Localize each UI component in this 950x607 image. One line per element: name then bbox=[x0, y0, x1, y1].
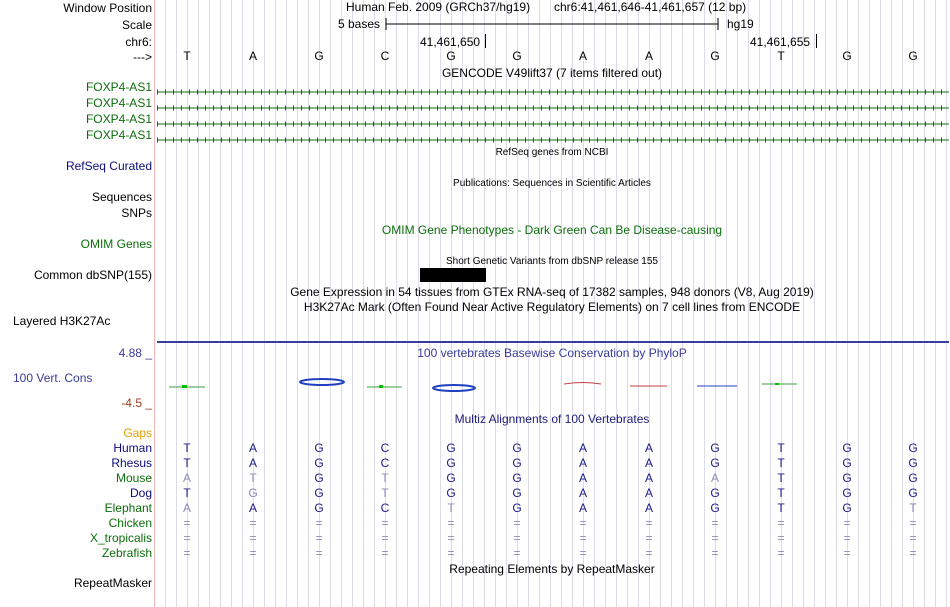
alignment-base: = bbox=[381, 546, 389, 560]
alignment-base: = bbox=[711, 531, 719, 545]
alignment-base: C bbox=[380, 456, 390, 470]
position-text: chr6:41,461,646-41,461,657 (12 bp) bbox=[554, 0, 747, 14]
alignment-base: = bbox=[513, 516, 521, 530]
alignment-base: = bbox=[909, 516, 917, 530]
alignment-base: G bbox=[512, 456, 522, 470]
label-separator bbox=[154, 0, 155, 607]
alignment-base: T bbox=[909, 501, 917, 515]
conservation-wiggle bbox=[157, 372, 949, 396]
alignment-base: T bbox=[183, 441, 191, 455]
alignment-base: T bbox=[777, 441, 785, 455]
ruler-base: T bbox=[777, 49, 785, 63]
gene-feature-line[interactable] bbox=[157, 116, 949, 122]
alignment-base: = bbox=[249, 516, 257, 530]
alignment-base: T bbox=[249, 471, 257, 485]
alignment-base: = bbox=[513, 546, 521, 560]
gene-feature-line[interactable] bbox=[157, 100, 949, 106]
alignment-base: = bbox=[513, 531, 521, 545]
gene-label[interactable]: FOXP4-AS1 bbox=[85, 112, 152, 126]
gtex-track-title: Gene Expression in 54 tissues from GTEx RNA-seq of 17382 samples, 948 donors (V8, Aug 2019) bbox=[290, 285, 814, 299]
alignment-base: = bbox=[381, 531, 389, 545]
alignment-base: A bbox=[644, 441, 653, 455]
ruler-base: G bbox=[512, 49, 522, 63]
species-label: Dog bbox=[129, 486, 152, 500]
ruler-base: G bbox=[446, 49, 456, 63]
alignment-base: = bbox=[579, 516, 587, 530]
species-label: X_tropicalis bbox=[89, 531, 152, 545]
alignment-base: A bbox=[578, 471, 587, 485]
gene-feature-line[interactable] bbox=[157, 132, 949, 138]
ruler-base: A bbox=[644, 49, 653, 63]
alignment-base: = bbox=[645, 546, 653, 560]
alignment-base: A bbox=[578, 441, 587, 455]
h3k27ac-track-title: H3K27Ac Mark (Often Found Near Active Regulatory Elements) on 7 cell lines from ENCODE bbox=[303, 300, 801, 314]
conservation-track-label[interactable]: 100 Vert. Cons bbox=[13, 371, 93, 385]
alignment-base: G bbox=[710, 441, 720, 455]
alignment-base: A bbox=[710, 471, 719, 485]
alignment-base: = bbox=[645, 531, 653, 545]
alignment-base: A bbox=[182, 501, 191, 515]
alignment-base: G bbox=[446, 441, 456, 455]
alignment-base: T bbox=[777, 501, 785, 515]
alignment-base: T bbox=[777, 456, 785, 470]
alignment-base: G bbox=[842, 471, 852, 485]
coord-tick-label: 41,461,650 bbox=[420, 35, 481, 49]
multiz-track-title: Multiz Alignments of 100 Vertebrates bbox=[454, 412, 650, 426]
alignment-base: = bbox=[315, 516, 323, 530]
ruler-base: G bbox=[710, 49, 720, 63]
alignment-base: = bbox=[909, 531, 917, 545]
alignment-base: A bbox=[644, 456, 653, 470]
alignment-base: G bbox=[710, 486, 720, 500]
gene-label[interactable]: FOXP4-AS1 bbox=[85, 80, 152, 94]
ruler-base: G bbox=[842, 49, 852, 63]
alignment-base: = bbox=[183, 546, 191, 560]
h3k27ac-track-label[interactable]: Layered H3K27Ac bbox=[13, 314, 111, 328]
alignment-base: G bbox=[710, 501, 720, 515]
alignment-base: = bbox=[777, 516, 785, 530]
alignment-base: A bbox=[644, 501, 653, 515]
scale-db-text: hg19 bbox=[727, 17, 754, 31]
alignment-base: G bbox=[842, 501, 852, 515]
species-label: Chicken bbox=[108, 516, 152, 530]
assembly-text: Human Feb. 2009 (GRCh37/hg19) bbox=[346, 0, 531, 14]
coord-tick-label: 41,461,655 bbox=[750, 35, 811, 49]
ruler-base: T bbox=[183, 49, 191, 63]
alignment-base: G bbox=[446, 486, 456, 500]
gene-feature-line[interactable] bbox=[157, 84, 949, 90]
alignment-base: = bbox=[447, 516, 455, 530]
alignment-base: G bbox=[842, 486, 852, 500]
alignment-base: = bbox=[777, 546, 785, 560]
sequences-track-label[interactable]: Sequences bbox=[91, 190, 152, 204]
chrom-label: chr6: bbox=[125, 35, 152, 49]
refseq-track-label[interactable]: RefSeq Curated bbox=[65, 159, 152, 173]
alignment-base: = bbox=[843, 546, 851, 560]
alignment-base: G bbox=[512, 486, 522, 500]
alignment-base: A bbox=[248, 456, 257, 470]
omim-track-label[interactable]: OMIM Genes bbox=[80, 237, 152, 251]
alignment-base: = bbox=[711, 516, 719, 530]
alignment-base: G bbox=[314, 501, 324, 515]
alignment-base: = bbox=[711, 546, 719, 560]
dbsnp-track-title: Short Genetic Variants from dbSNP release 155 bbox=[446, 256, 658, 267]
coord-tick bbox=[816, 34, 817, 48]
coord-tick bbox=[485, 34, 486, 48]
species-label: Rhesus bbox=[111, 456, 152, 470]
species-label: Human bbox=[113, 441, 152, 455]
alignment-base: G bbox=[908, 486, 918, 500]
ruler-base: G bbox=[314, 49, 324, 63]
alignment-base: G bbox=[842, 441, 852, 455]
window-position-label: Window Position bbox=[63, 1, 152, 15]
alignment-base: A bbox=[578, 486, 587, 500]
alignment-base: T bbox=[183, 456, 191, 470]
alignment-base: = bbox=[447, 531, 455, 545]
scale-label: Scale bbox=[121, 18, 152, 32]
alignment-base: G bbox=[512, 471, 522, 485]
publications-track-title: Publications: Sequences in Scientific Articles bbox=[453, 178, 651, 189]
cons-min-label: -4.5 _ bbox=[121, 396, 152, 410]
alignment-base: G bbox=[446, 471, 456, 485]
alignment-base: A bbox=[578, 456, 587, 470]
alignment-base: = bbox=[645, 516, 653, 530]
omim-track-title: OMIM Gene Phenotypes - Dark Green Can Be Disease-causing bbox=[381, 223, 723, 237]
repeatmasker-track-label[interactable]: RepeatMasker bbox=[73, 576, 152, 590]
alignment-base: A bbox=[578, 501, 587, 515]
alignment-base: G bbox=[446, 456, 456, 470]
gaps-label: Gaps bbox=[123, 426, 152, 440]
alignment-base: = bbox=[315, 531, 323, 545]
alignment-base: T bbox=[777, 486, 785, 500]
alignment-base: T bbox=[183, 486, 191, 500]
alignment-base: = bbox=[249, 546, 257, 560]
cons-max-label: 4.88 _ bbox=[118, 346, 152, 360]
alignment-base: = bbox=[249, 531, 257, 545]
alignment-base: = bbox=[447, 546, 455, 560]
species-label: Zebrafish bbox=[101, 546, 152, 560]
alignment-base: C bbox=[380, 501, 390, 515]
alignment-base: G bbox=[314, 441, 324, 455]
alignment-base: = bbox=[843, 516, 851, 530]
alignment-base: G bbox=[908, 456, 918, 470]
gene-label[interactable]: FOXP4-AS1 bbox=[85, 128, 152, 142]
alignment-base: A bbox=[248, 441, 257, 455]
ruler-base: G bbox=[908, 49, 918, 63]
h3k27ac-signal bbox=[157, 341, 949, 343]
ruler-base: C bbox=[380, 49, 390, 63]
strand-arrow-label: ---> bbox=[133, 50, 152, 64]
alignment-base: = bbox=[843, 531, 851, 545]
alignment-base: = bbox=[381, 516, 389, 530]
alignment-base: G bbox=[908, 471, 918, 485]
ruler-base: A bbox=[578, 49, 587, 63]
alignment-base: T bbox=[381, 471, 389, 485]
alignment-base: G bbox=[908, 441, 918, 455]
gene-label[interactable]: FOXP4-AS1 bbox=[85, 96, 152, 110]
species-label: Elephant bbox=[104, 501, 152, 515]
alignment-base: A bbox=[248, 501, 257, 515]
alignment-base: G bbox=[248, 486, 258, 500]
ruler-base: A bbox=[248, 49, 257, 63]
alignment-base: C bbox=[380, 441, 390, 455]
alignment-base: G bbox=[314, 456, 324, 470]
alignment-base: A bbox=[182, 471, 191, 485]
alignment-base: = bbox=[579, 546, 587, 560]
repeatmasker-track-title: Repeating Elements by RepeatMasker bbox=[449, 562, 655, 576]
alignment-base: = bbox=[777, 531, 785, 545]
alignment-base: = bbox=[579, 531, 587, 545]
alignment-base: T bbox=[381, 486, 389, 500]
alignment-base: G bbox=[512, 501, 522, 515]
alignment-base: A bbox=[644, 471, 653, 485]
alignment-base: T bbox=[777, 471, 785, 485]
snps-track-label[interactable]: SNPs bbox=[121, 206, 152, 220]
alignment-base: G bbox=[314, 471, 324, 485]
refseq-track-title: RefSeq genes from NCBI bbox=[495, 147, 609, 158]
alignment-base: G bbox=[710, 456, 720, 470]
alignment-base: = bbox=[315, 546, 323, 560]
dbsnp-track-label[interactable]: Common dbSNP(155) bbox=[33, 268, 152, 282]
scale-text: 5 bases bbox=[338, 17, 381, 31]
alignment-base: G bbox=[512, 441, 522, 455]
snp-feature[interactable] bbox=[420, 268, 486, 282]
species-label: Mouse bbox=[115, 471, 152, 485]
alignment-base: = bbox=[183, 531, 191, 545]
alignment-base: G bbox=[314, 486, 324, 500]
gencode-track-title: GENCODE V49lift37 (7 items filtered out) bbox=[441, 66, 663, 80]
conservation-track-title: 100 vertebrates Basewise Conservation by PhyloP bbox=[417, 346, 687, 360]
alignment-base: G bbox=[842, 456, 852, 470]
scale-bar bbox=[385, 16, 720, 32]
alignment-base: = bbox=[909, 546, 917, 560]
alignment-base: A bbox=[644, 486, 653, 500]
alignment-base: T bbox=[447, 501, 455, 515]
alignment-base: = bbox=[183, 516, 191, 530]
